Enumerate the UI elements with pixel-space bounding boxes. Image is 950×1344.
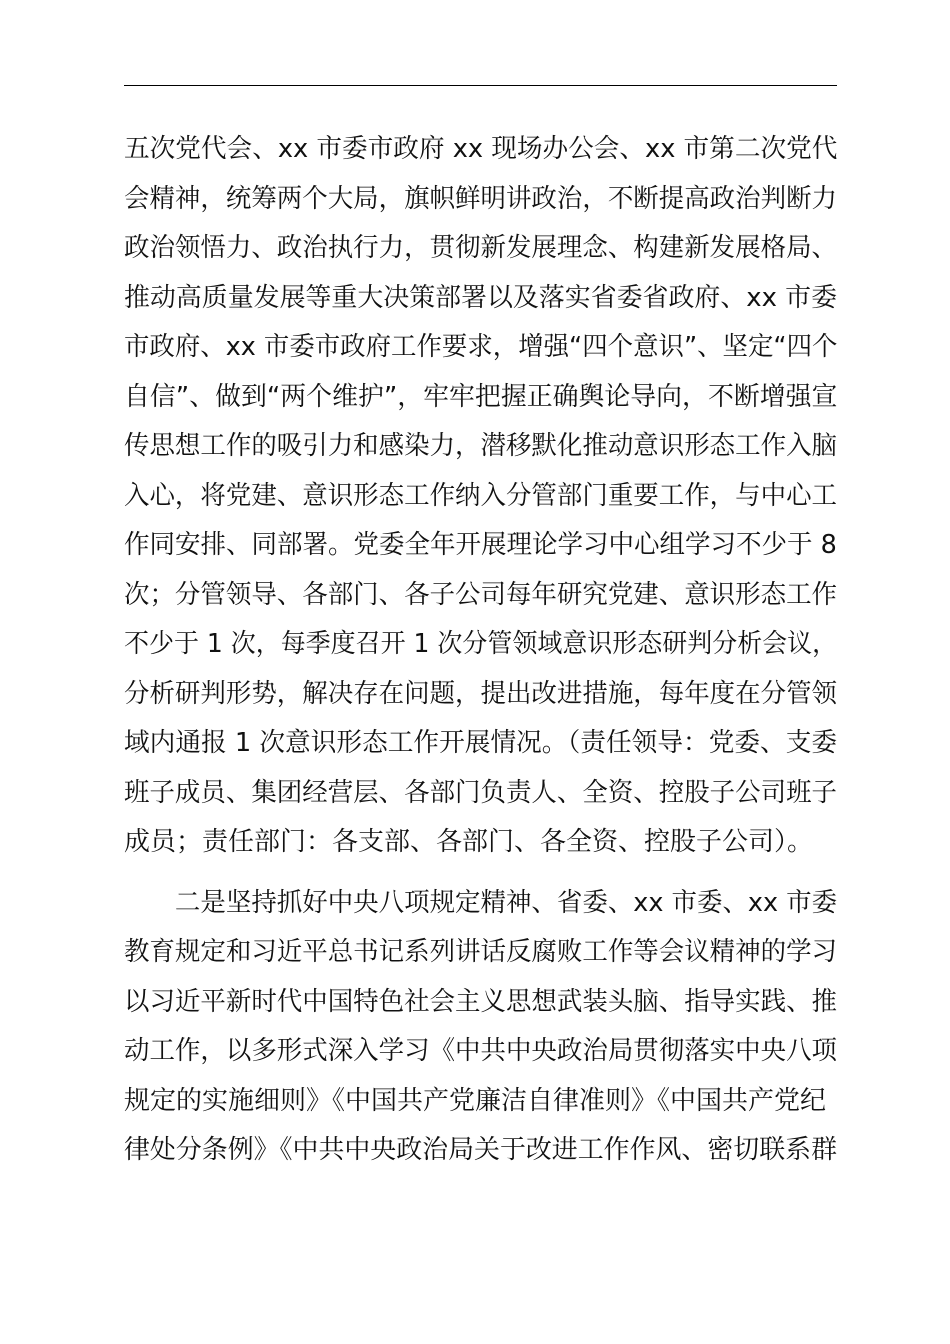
text-line: 政治领悟力、政治执行力，贯彻新发展理念、构建新发展格局、 [124, 233, 838, 263]
text-line: 作同安排、同部署。党委全年开展理论学习中心组学习不少于 8 [124, 530, 837, 560]
paragraph-1 [124, 125, 837, 868]
document-body [124, 125, 837, 1176]
text-line: 传思想工作的吸引力和感染力，潜移默化推动意识形态工作入脑 [124, 431, 838, 461]
text-line: 班子成员、集团经营层、各部门负责人、全资、控股子公司班子 [124, 777, 838, 808]
text-line: 教育规定和习近平总书记系列讲话反腐败工作等会议精神的学习 [124, 937, 838, 967]
header-rule [124, 85, 837, 86]
text-line: 不少于 1 次，每季度召开 1 次分管领域意识形态研判分析会议， [124, 629, 838, 659]
text-line: 规定的实施细则》《中国共产党廉洁自律准则》《中国共产党纪 [124, 1085, 827, 1116]
text-line: 域内通报 1 次意识形态工作开展情况。（责任领导：党委、支委 [124, 728, 838, 758]
text-line: 推动高质量发展等重大决策部署以及落实省委省政府、xx 市委 [124, 282, 838, 313]
text-line: 会精神，统筹两个大局，旗帜鲜明讲政治，不断提高政治判断力 [124, 183, 838, 214]
text-line: 律处分条例》《中共中央政治局关于改进工作作风、密切联系群 [124, 1135, 838, 1165]
text-line: 成员；责任部门：各支部、各部门、各全资、控股子公司）。 [124, 827, 814, 857]
text-line: 入心，将党建、意识形态工作纳入分管部门重要工作，与中心工 [124, 480, 838, 511]
text-line: 分析研判形势，解决存在问题，提出改进措施，每年度在分管领 [124, 678, 838, 709]
text-line: 市政府、xx 市委市政府工作要求，增强“四个意识”、坚定“四个 [124, 332, 838, 362]
text-line: 次；分管领导、各部门、各子公司每年研究党建、意识形态工作 [124, 579, 838, 610]
paragraph-2 [124, 879, 837, 1176]
text-line: 五次党代会、xx 市委市政府 xx 现场办公会、xx 市第二次党代 [124, 134, 838, 164]
text-line: 以习近平新时代中国特色社会主义思想武装头脑、指导实践、推 [124, 986, 838, 1017]
text-line: 二是坚持抓好中央八项规定精神、省委、xx 市委、xx 市委 [124, 887, 838, 918]
text-line: 动工作，以多形式深入学习《中共中央政治局贯彻落实中央八项 [124, 1036, 838, 1066]
paragraph-gap [124, 868, 837, 879]
text-line: 自信”、做到“两个维护”，牢牢把握正确舆论导向，不断增强宣 [124, 381, 838, 412]
